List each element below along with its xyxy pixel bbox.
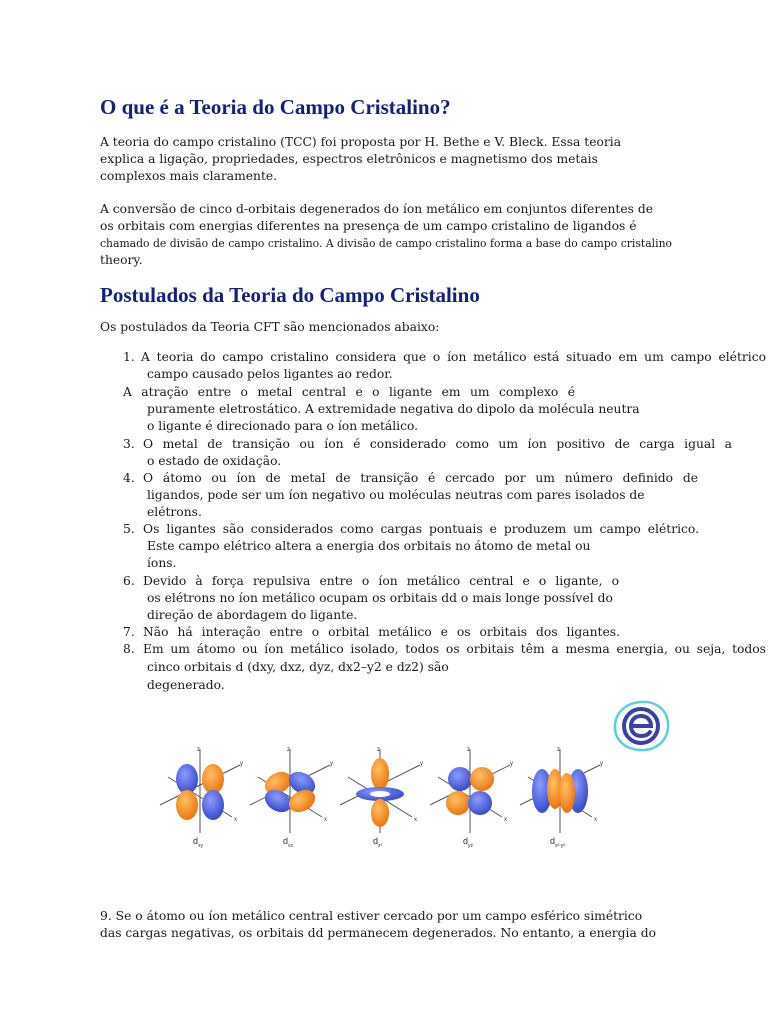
axis-x-label: x bbox=[414, 817, 417, 823]
axis-y-label: y bbox=[330, 761, 333, 767]
axis-x-label: x bbox=[324, 817, 327, 823]
heading-teoria: O que é a Teoria do Campo Cristalino? bbox=[100, 95, 451, 119]
axis-y-label: y bbox=[240, 761, 243, 767]
axis-z-label: z bbox=[377, 747, 380, 753]
orbitals-diagram bbox=[155, 745, 625, 855]
list-item-line: íons. bbox=[147, 556, 177, 570]
list-item-line: o ligante é direcionado para o íon metálico. bbox=[147, 419, 419, 433]
orbital-label: $d_{xz}$ bbox=[283, 836, 294, 849]
d-orbitals-figure bbox=[155, 745, 625, 859]
text-line: explica a ligação, propriedades, espectros eletrônicos e magnetismo dos metais bbox=[100, 152, 598, 166]
text-line: 9. Se o átomo ou íon metálico central estiver cercado por um campo esférico simétrico bbox=[100, 909, 643, 923]
paragraph-item-9 bbox=[100, 908, 656, 942]
list-number: 4. bbox=[123, 471, 135, 485]
axis-z-label: z bbox=[467, 747, 470, 753]
list-item-line: campo causado pelos ligantes ao redor. bbox=[147, 367, 393, 381]
paragraph-intro bbox=[100, 134, 621, 185]
postulates-intro: Os postulados da Teoria CFT são mencionados abaixo: bbox=[100, 320, 440, 334]
list-item-line: Devido à força repulsiva entre o íon metálico central e o ligante, o bbox=[143, 574, 619, 588]
axis-y-label: y bbox=[510, 761, 513, 767]
orbital-dxy bbox=[160, 747, 243, 849]
list-number: 5. bbox=[123, 522, 135, 536]
orbital-dx2-y2 bbox=[520, 747, 603, 849]
list-item-line: O átomo ou íon de metal de transição é cercado por um número definido de bbox=[143, 471, 698, 485]
list-item-line: Em um átomo ou íon metálico isolado, todos os orbitais têm a mesma energia, ou seja, todos bbox=[143, 642, 766, 656]
axis-z-label: z bbox=[287, 747, 290, 753]
orbital-dyz bbox=[430, 747, 513, 849]
list-item-line: puramente eletrostático. A extremidade negativa do dipolo da molécula neutra bbox=[147, 402, 640, 416]
list-number: 7. bbox=[123, 625, 135, 639]
list-item-line: O metal de transição ou íon é considerado como um íon positivo de carga igual a bbox=[143, 437, 732, 451]
paragraph-conversion bbox=[100, 201, 672, 269]
list-item-line: degenerado. bbox=[147, 678, 225, 692]
axis-x-label: x bbox=[594, 817, 597, 823]
list-item-line: elétrons. bbox=[147, 505, 202, 519]
text-line: das cargas negativas, os orbitais dd permanecem degenerados. No entanto, a energia do bbox=[100, 926, 657, 940]
axis-y-label: y bbox=[600, 761, 603, 767]
list-number: 8. bbox=[123, 642, 135, 656]
list-item-line: Este campo elétrico altera a energia dos orbitais no átomo de metal ou bbox=[147, 539, 591, 553]
axis-z-label: z bbox=[197, 747, 200, 753]
orbital-label: $d_{xy}$ bbox=[193, 836, 204, 849]
orbital-label: $d_{z^2}$ bbox=[373, 836, 383, 849]
list-item-line: direção de abordagem do ligante. bbox=[147, 608, 358, 622]
orbital-label: $d_{yz}$ bbox=[463, 836, 474, 849]
list-item-line: ligandos, pode ser um íon negativo ou moléculas neutras com pares isolados de bbox=[147, 488, 645, 502]
text-line: theory. bbox=[100, 253, 143, 267]
heading-postulados: Postulados da Teoria do Campo Cristalino bbox=[100, 283, 480, 307]
orbital-dxz bbox=[250, 747, 333, 849]
list-item-line: A atração entre o metal central e o ligante em um complexo é bbox=[123, 385, 575, 399]
axis-z-label: z bbox=[557, 747, 560, 753]
orbital-dz2 bbox=[340, 747, 423, 849]
list-item-line: A teoria do campo cristalino considera que o íon metálico está situado em um campo elétrico bbox=[141, 350, 766, 364]
text-line: chamado de divisão de campo cristalino. A divisão de campo cristalino forma a base do campo cristalino bbox=[100, 237, 673, 250]
list-number: 3. bbox=[123, 437, 135, 451]
list-item-line: cinco orbitais d (dxy, dxz, dyz, dx2–y2 e dz2) são bbox=[147, 660, 449, 674]
list-item-line: o estado de oxidação. bbox=[147, 454, 282, 468]
list-number: 6. bbox=[123, 574, 135, 588]
text-line: A teoria do campo cristalino (TCC) foi proposta por H. Bethe e V. Bleck. Essa teoria bbox=[100, 135, 622, 149]
axis-x-label: x bbox=[234, 817, 237, 823]
text-line: complexos mais claramente. bbox=[100, 169, 278, 183]
axis-y-label: y bbox=[420, 761, 423, 767]
list-number: 1. bbox=[123, 350, 135, 364]
text-line: os orbitais com energias diferentes na presença de um campo cristalino de ligandos é bbox=[100, 219, 637, 233]
list-item-line: Os ligantes são considerados como cargas pontuais e produzem um campo elétrico. bbox=[143, 522, 699, 536]
axis-x-label: x bbox=[504, 817, 507, 823]
list-item-line: os elétrons no íon metálico ocupam os orbitais dd o mais longe possível do bbox=[147, 591, 613, 605]
list-item-line: Não há interação entre o orbital metálico e os orbitais dos ligantes. bbox=[143, 625, 620, 639]
orbital-label: $d_{x^2-y^2}$ bbox=[550, 836, 566, 849]
text-line: A conversão de cinco d-orbitais degenerados do íon metálico em conjuntos diferentes de bbox=[100, 202, 653, 216]
